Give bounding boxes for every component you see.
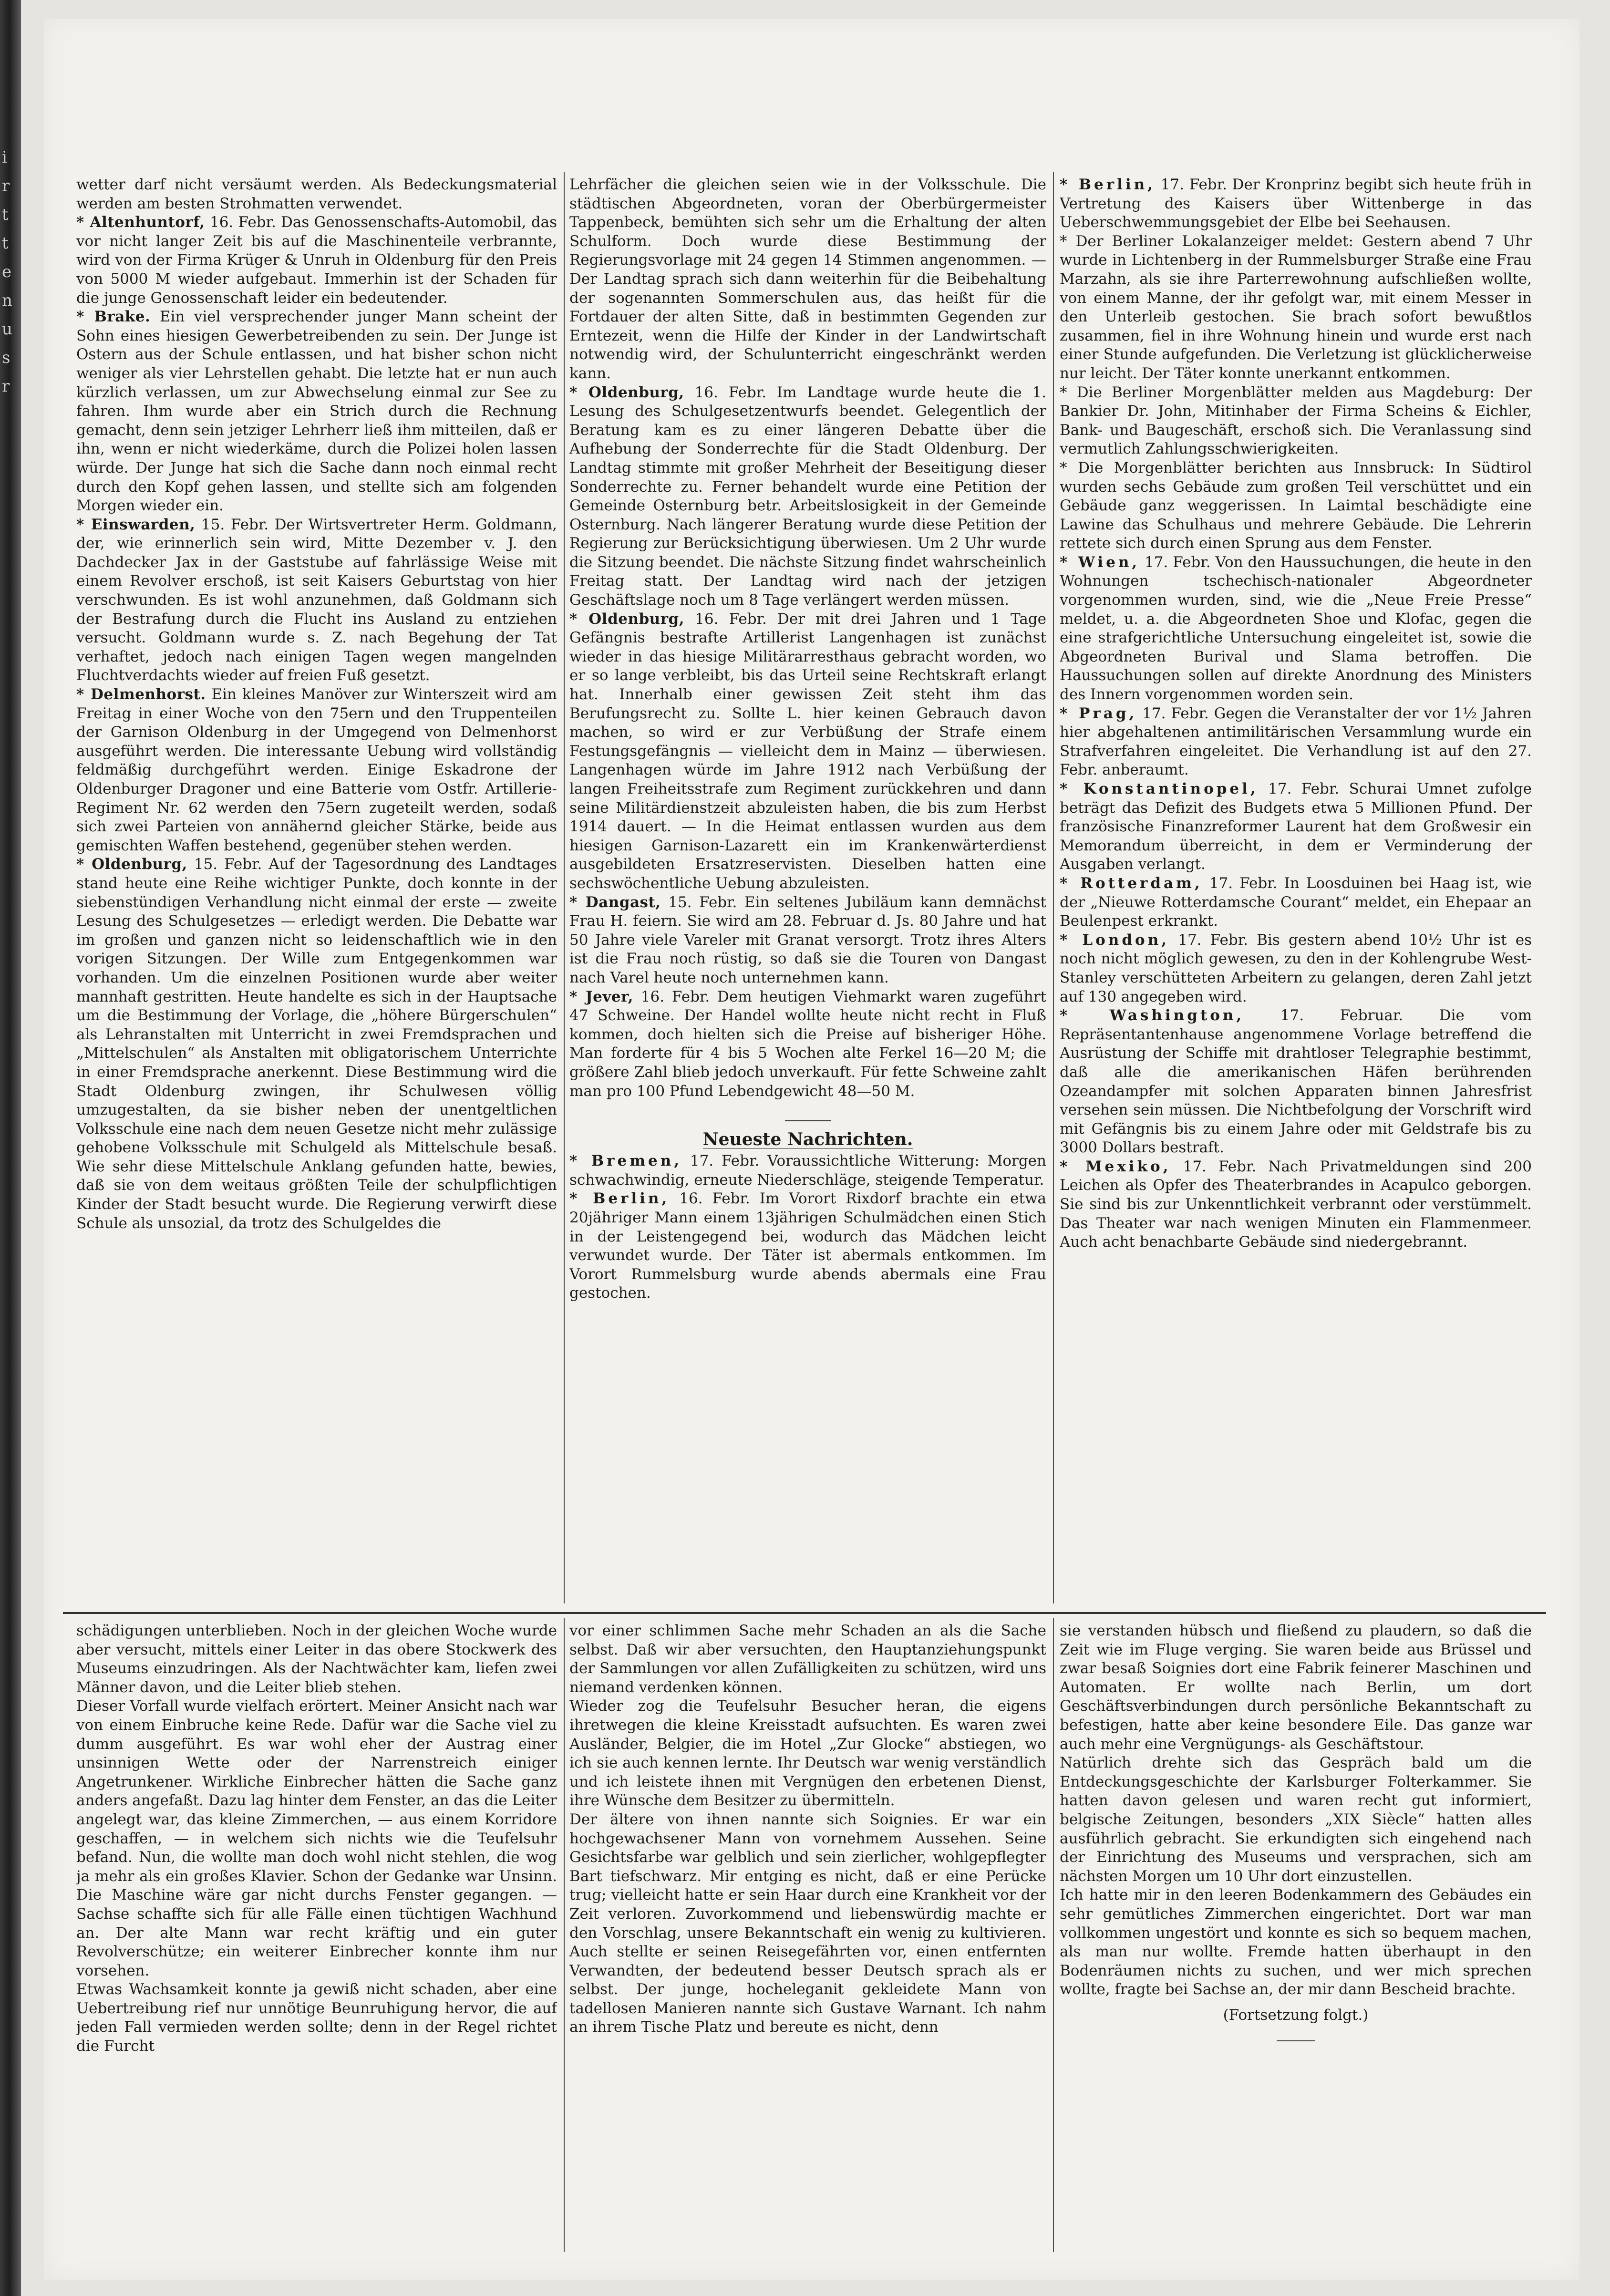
dateline: * Oldenburg,	[569, 610, 685, 628]
article-text: 16. Febr. Im Landtage wurde heute die 1. Lesung des Schulgesetzentwurfs beendet. Gelegentlich der Beratung kam es zu einer längeren Debatte über die Aufhebung der Sonderrechte für die Stadt Oldenburg. Der Landtag stimmte mit großer Mehrheit der Beseitigung dieser Sonderrechte zu. Ferner behandelt wurde eine Petition der Gemeinde Osternburg betr. Arbeitslosigkeit in der Gemeinde Osternburg. Nach längerer Beratung wurde diese Petition der Regierung zur Berücksichtigung überwiesen. Um 2 Uhr wurde die Sitzung beendet. Die nächste Sitzung findet wahrscheinlich Freitag statt. Der Landtag wird nach der jetzigen Geschäftslage noch um 8 Tage verlängert werden müssen.	[569, 383, 1046, 609]
column-rule	[564, 1618, 565, 2252]
news-column-3	[1060, 176, 1532, 1607]
article-paragraph	[76, 176, 557, 213]
article-paragraph	[1060, 1754, 1532, 1886]
section-separator	[569, 1107, 1046, 1127]
article-paragraph	[569, 1152, 1046, 1189]
newspaper-page	[44, 19, 1579, 2280]
article-paragraph	[1060, 1886, 1532, 1999]
article-text: * Der Berliner Lokalanzeiger meldet: Gestern abend 7 Uhr wurde in Lichtenberg in der Rummelsburger Straße eine Frau Marzahn, als sie ihre Parterrewohnung aufschließen wollte, von einem Manne, der ihr gefolgt war, mit einem Messer in den Unterleib gestochen. Sie brach sofort bewußtlos zusammen, fiel in ihre Wohnung hinein und wurde erst nach einer Stunde aufgefunden. Die Verletzung ist glücklicherweise nur leicht. Der Täter konnte unerkannt entkommen.	[1060, 232, 1532, 382]
news-column-2	[569, 176, 1046, 1607]
article-paragraph	[1060, 1622, 1532, 1754]
article-paragraph	[76, 1980, 557, 2056]
dateline: * Oldenburg,	[569, 383, 684, 401]
dateline: * Jever,	[569, 988, 633, 1005]
article-text: 17. Febr. Schurai Umnet zufolge beträgt das Defizit des Budgets etwa 5 Millionen Pfund. Der französische Finanzreformer Laurent hat dem Großwesir ein Memorandum überreicht, in dem er Verminderung der Ausgaben verlangt.	[1060, 780, 1532, 873]
article-paragraph	[1060, 176, 1532, 232]
article-text: Der ältere von ihnen nannte sich Soignies. Er war ein hochgewachsener Mann von vornehmem Aussehen. Seine Gesichtsfarbe war gelblich und sein zierlicher, wohlgepflegter Bart tiefschwarz. Mir entging es nicht, daß er eine Perücke trug; vielleicht hatte er sein Haar durch eine Krankheit vor der Zeit verloren. Zuvorkommend und liebenswürdig machte er den Vorschlag, unsere Bekanntschaft ein wenig zu kultivieren. Auch stellte er seinen Reisegefährten vor, einen entfernten Verwandten, der bedeutend besser Deutsch sprach als er selbst. Der junge, hocheleganit gekleidete Mann von tadellosen Manieren nannte sich Gustave Warnant. Ich nahm an ihrem Tische Platz und bereute es nicht, denn	[569, 1810, 1046, 2036]
article-text: 17. Febr. Von den Haussuchungen, die heute in den Wohnungen tschechisch-nationaler Abgeordneter vorgenommen wurden, sind, wie die „Neue Freie Presse“ meldet, u. a. die Abgeordneten Shoe und Klofac, gegen die eine strafgerichtliche Untersuchung eingeleitet ist, sowie die Abgeordneten Burival und Slama betroffen. Die Haussuchungen sollen auf direkte Anordnung des Ministers des Innern vorgenommen worden sein.	[1060, 553, 1532, 703]
article-paragraph	[569, 988, 1046, 1101]
article-text: 15. Febr. Der Wirtsvertreter Herm. Goldmann, der, wie erinnerlich sein wird, Mitte Dezember v. J. den Dachdecker Jax in der Gaststube auf fahrlässige Weise mit einem Revolver erschoß, ist seit Kaisers Geburtstag von hier verschwunden. Es ist wohl anzunehmen, daß Goldmann sich der Bestrafung durch die Flucht ins Ausland zu entziehen versucht. Goldmann wurde s. Z. nach Begehung der Tat verhaftet, jedoch nach einigen Tagen wegen mangelnden Fluchtverdachts wieder auf freien Fuß gesetzt.	[76, 516, 557, 684]
section-heading: Neueste Nachrichten.	[702, 1129, 913, 1149]
dateline: * Delmenhorst.	[76, 686, 206, 703]
article-text: 16. Febr. Der mit drei Jahren und 1 Tage Gefängnis bestrafte Artillerist Langenhagen ist zunächst wieder in das hiesige Militärarresthaus gebracht worden, wo er so lange verbleibt, bis das Urteil seine Rechtskraft erlangt hat. Innerhalb einer gewissen Zeit steht ihm das Berufungsrecht zu. Sollte L. hier keinen Gebrauch davon machen, so wird er zur Verbüßung der Strafe einem Festungsgefängnis — vielleicht dem in Mainz — überwiesen. Langenhagen würde im Jahre 1912 nach Verbüßung der langen Freiheitsstrafe zum Regiment zurückkehren und dann seine Militärdienstzeit abzuleisten haben, die bis zum Herbst 1914 dauert. — In die Heimat entlassen wurden aus dem hiesigen Garnison-Lazarett ein im Krankenwärterdienst ausgebildeten Ersatzreservisten. Dieselben hatten eine sechswöchentliche Uebung abzuleisten.	[569, 610, 1046, 892]
dateline: * Rotterdam,	[1060, 874, 1203, 892]
article-paragraph	[76, 855, 557, 1233]
article-paragraph	[1060, 232, 1532, 383]
article-paragraph	[1060, 704, 1532, 780]
column-rule	[1053, 172, 1054, 1603]
article-paragraph	[569, 1622, 1046, 1697]
article-paragraph	[569, 1697, 1046, 1810]
article-paragraph	[76, 516, 557, 685]
continued-note: (Fortsetzung folgt.)	[1223, 2006, 1369, 2024]
article-paragraph	[1060, 874, 1532, 931]
article-paragraph	[1060, 780, 1532, 874]
feuilleton-column-1	[76, 1622, 557, 2251]
article-text: Ein kleines Manöver zur Winterszeit wird am Freitag in einer Woche von den 75ern und den Truppenteilen der Garnison Oldenburg in der Umgegend von Delmenhorst ausgeführt werden. Die interessante Uebung wird vollständig feldmäßig durchgeführt werden. Einige Eskadrone der Oldenburger Dragoner und eine Batterie vom Ostfr. Artillerie-Regiment Nr. 62 werden den 75ern zugeteilt werden, sodaß sich zwei Parteien von annähernd gleicher Stärke, beide aus gemischten Waffen bestehend, gegenüber stehen werden.	[76, 686, 557, 854]
dateline: * Berlin,	[569, 1190, 670, 1208]
dateline: * Altenhuntorf,	[76, 214, 205, 231]
article-paragraph	[76, 685, 557, 855]
article-text: 17. Febr. Der Kronprinz begibt sich heute früh in Vertretung des Kaisers über Wittenberge in das Ueberschwemmungsgebiet der Elbe bei Seehausen.	[1060, 176, 1532, 231]
article-paragraph	[569, 1810, 1046, 2037]
article-paragraph	[569, 610, 1046, 893]
article-paragraph	[1060, 1158, 1532, 1252]
article-text: 15. Febr. Auf der Tagesordnung des Landtages stand heute eine Reihe wichtiger Punkte, doch konnte in der siebenstündigen Verhandlung nicht einmal der erste — zweite Lesung des Schulgesetzes — erledigt werden. Die Debatte war im großen und ganzen nicht so leidenschaftlich wie in den vorigen Sitzungen. Der Wille zum Entgegenkommen war vorhanden. Um die einzelnen Positionen wurde aber weiter mannhaft gestritten. Heute handelte es sich in der Hauptsache um die Bestimmung der Vorlage, die „höhere Bürgerschulen“ als Lehranstalten mit Unterricht in zwei Fremdsprachen und „Mittelschulen“ als Anstalten mit obligatorischem Unterrichte in einer Fremdsprache anerkennt. Diese Bestimmung wird die Stadt Oldenburg zwingen, ihr Schulwesen völlig umzugestalten, da sie bisher neben der unentgeltlichen Volksschule eine nach dem neuen Gesetze nicht mehr zulässige gehobene Volksschule mit Schulgeld als Mittelschule besaß. Wie sehr diese Mittelschule Anklang gefunden hatte, bewies, daß sie von dem weitaus größten Teile der schulpflichtigen Kinder der Stadt besucht wurde. Die Regierung verwirft diese Schule als unsozial, da trotz des Schulgeldes die	[76, 856, 557, 1232]
news-column-1	[76, 176, 557, 1607]
article-text: 17. Februar. Die vom Repräsentantenhause angenommene Vorlage betreffend die Ausrüstung der Schiffe mit drahtloser Telegraphie bestimmt, daß alle die amerikanischen Häfen berührenden Ozeandampfer mit solchen Apparaten binnen Jahresfrist versehen sein müssen. Die Nichtbefolgung der Vorschrift wird mit Gefängnis bis zu einem Jahre oder mit Geldstrafe bis zu 3000 Dollars bestraft.	[1060, 1007, 1532, 1157]
article-paragraph	[569, 176, 1046, 383]
article-paragraph	[76, 308, 557, 516]
feuilleton-column-3	[1060, 1622, 1532, 2251]
dateline: * Dangast,	[569, 893, 661, 911]
article-text: 17. Febr. Bis gestern abend 10½ Uhr ist es noch nicht möglich gewesen, zu den in der Kohlengrube West-Stanley verschütteten Arbeitern zu gelangen, deren Zahl jetzt auf 130 angegeben wird.	[1060, 931, 1532, 1005]
article-text: * Die Berliner Morgenblätter melden aus Magdeburg: Der Bankier Dr. John, Mitinhaber der Firma Scheins & Eichler, Bank- und Baugeschäft, erschoß sich. Die Veranlassung sind vermutlich Zahlungsschwierigkeiten.	[1060, 383, 1532, 458]
dateline: * Brake.	[76, 308, 151, 326]
article-paragraph	[569, 383, 1046, 610]
article-paragraph	[569, 893, 1046, 988]
article-text: Lehrfächer die gleichen seien wie in der Volksschule. Die städtischen Abgeordneten, voran der Oberbürgermeister Tappenbeck, bemühten sich sehr um die Erhaltung der alten Schulform. Doch wurde diese Bestimmung der Regierungsvorlage mit 24 gegen 14 Stimmen angenommen. — Der Landtag sprach sich dann weiterhin für die Beibehaltung der sogenannten Sommerschulen aus, das heißt für die Fortdauer der alten Sitte, daß in bestimmten Gegenden zur Erntezeit, wenn die Hilfe der Kinder in der Landwirtschaft notwendig wird, der Schulunterricht eingeschränkt werden kann.	[569, 176, 1046, 382]
article-paragraph	[76, 1622, 557, 1697]
article-text: 17. Febr. In Loosduinen bei Haag ist, wie der „Nieuwe Rotterdamsche Courant“ meldet, ein Ehepaar an Beulenpest erkrankt.	[1060, 874, 1532, 930]
article-paragraph	[1060, 459, 1532, 553]
article-text: 16. Febr. Im Vorort Rixdorf brachte ein etwa 20jähriger Mann einem 13jährigen Schulmädchen einen Stich in der Leistengegend bei, wodurch das Mädchen leicht verwundet wurde. Der Täter ist abermals entkommen. Im Vorort Rummelsburg wurde abends abermals eine Frau gestochen.	[569, 1190, 1046, 1302]
article-text: Ich hatte mir in den leeren Bodenkammern des Gebäudes ein sehr gemütliches Zimmerchen eingerichtet. Dort war man vollkommen ungestört und konnte es sich so bequem machen, als man nur wollte. Fremde hatten überhaupt in den Bodenräumen nichts zu suchen, und wer mich sprechen wollte, fragte bei Sachse an, der mir dann Bescheid brachte.	[1060, 1886, 1532, 1998]
article-text: vor einer schlimmen Sache mehr Schaden an als die Sache selbst. Daß wir aber versuchten, den Hauptanziehungspunkt der Sammlungen vor allen Zufälligkeiten zu schützen, wird uns niemand verdenken können.	[569, 1622, 1046, 1696]
article-text: 16. Febr. Das Genossenschafts-Automobil, das vor nicht langer Zeit bis auf die Maschinenteile verbrannte, wird von der Firma Krüger & Unruh in Oldenburg für den Preis von 5000 M wieder aufgebaut. Immerhin ist der Schaden für die junge Genossenschaft leider ein bedeutender.	[76, 214, 557, 307]
dateline: * Prag,	[1060, 704, 1137, 722]
feuilleton-column-2	[569, 1622, 1046, 2251]
article-text: Wieder zog die Teufelsuhr Besucher heran, die eigens ihretwegen die kleine Kreisstadt aufsuchten. Es waren zwei Ausländer, Belgier, die im Hotel „Zur Glocke“ abstiegen, wo ich sie auch kennen lernte. Ihr Deutsch war wenig verständlich und ich leistete ihnen mit Vergnügen den erbetenen Dienst, ihre Wünsche dem Besitzer zu übermitteln.	[569, 1697, 1046, 1810]
column-rule	[564, 172, 565, 1603]
dateline: * Einswarden,	[76, 516, 196, 533]
dateline: * Bremen,	[569, 1152, 682, 1170]
article-text: Natürlich drehte sich das Gespräch bald um die Entdeckungsgeschichte der Karlsburger Folterkammer. Sie hatten davon gelesen und waren recht gut informiert, belgische Zeitungen, besonders „XIX Siècle“ hatten alles ausführlich gebracht. Sie erkundigten sich eingehend nach der Einrichtung des Museums und versprachen, sich am nächsten Morgen um 10 Uhr dort einzustellen.	[1060, 1754, 1532, 1885]
article-text: 17. Febr. Voraussichtliche Witterung: Morgen schwachwindig, erneute Niederschläge, steigende Temperatur.	[569, 1152, 1046, 1189]
end-rule	[1060, 2027, 1532, 2047]
article-text: 17. Febr. Gegen die Veranstalter der vor 1½ Jahren hier abgehaltenen antimilitärischen Versammlung wurde ein Strafverfahren eingeleitet. Die Verhandlung ist auf den 27. Febr. anberaumt.	[1060, 704, 1532, 779]
column-rule	[1053, 1618, 1054, 2252]
dateline: * London,	[1060, 931, 1170, 949]
dateline: * Washington,	[1060, 1007, 1245, 1024]
article-text: 17. Febr. Nach Privatmeldungen sind 200 Leichen als Opfer des Theaterbrandes in Acapulco geborgen. Sie sind bis zur Unkenntlichkeit verbrannt oder verstümmelt. Das Theater war nach wenigen Minuten ein Flammenmeer. Auch acht benachbarte Gebäude sind niedergebrannt.	[1060, 1158, 1532, 1251]
article-text: 15. Febr. Ein seltenes Jubiläum kann demnächst Frau H. feiern. Sie wird am 28. Februar d. Js. 80 Jahre und hat 50 Jahre viele Vareler mit Granat versorgt. Trotz ihres Alters ist die Frau noch rüstig, so daß sie die Touren von Dangast nach Varel heute noch unternehmen kann.	[569, 893, 1046, 986]
article-paragraph	[569, 1189, 1046, 1303]
article-paragraph	[1060, 1006, 1532, 1158]
dateline: * Oldenburg,	[76, 856, 187, 873]
dateline: * Mexiko,	[1060, 1158, 1171, 1175]
article-text: Ein viel versprechender junger Mann scheint der Sohn eines hiesigen Gewerbetreibenden zu sein. Der Junge ist Ostern aus der Schule entlassen, und hat bisher schon nicht weniger als vier Lehrstellen gehabt. Die letzte hat er nun auch kürzlich verlassen, um zur Abwechselung einmal zur See zu fahren. Ihm wurde aber ein Strich durch die Rechnung gemacht, denn sein jetziger Lehrherr ließ ihm mitteilen, daß er ihn, wenn er nicht wiederkäme, durch die Polizei holen lassen würde. Der Junge hat sich die Sache dann noch einmal recht durch den Kopf gehen lassen, und stellte sich am folgenden Morgen wieder ein.	[76, 308, 557, 515]
article-paragraph	[1060, 931, 1532, 1006]
article-text: 16. Febr. Dem heutigen Viehmarkt waren zugeführt 47 Schweine. Der Handel wollte heute nicht recht in Fluß kommen, doch hielten sich die Preise auf bisheriger Höhe. Man forderte für 4 bis 5 Wochen alte Ferkel 16—20 M; die größere Zahl blieb jedoch unverkauft. Für fette Schweine zahlt man pro 100 Pfund Lebendgewicht 48—50 M.	[569, 988, 1046, 1100]
article-paragraph	[76, 213, 557, 308]
dateline: * Wien,	[1060, 553, 1140, 571]
article-paragraph	[1060, 553, 1532, 704]
margin-marks: i r t t e n u s r	[2, 148, 12, 396]
feuilleton-divider	[63, 1612, 1546, 1614]
dateline: * Berlin,	[1060, 176, 1156, 193]
article-paragraph	[1060, 383, 1532, 459]
article-text: wetter darf nicht versäumt werden. Als Bedeckungsmaterial werden am besten Strohmatten verwendet.	[76, 176, 557, 212]
article-text: schädigungen unterblieben. Noch in der gleichen Woche wurde aber versucht, mittels einer Leiter in das obere Stockwerk des Museums einzudringen. Als der Nachtwächter kam, liefen zwei Männer davon, und die Leiter blieb stehen.	[76, 1622, 557, 1696]
article-text: * Die Morgenblätter berichten aus Innsbruck: In Südtirol wurden sechs Gebäude zum großen Teil verschüttet und ein Gebäude ganz weggerissen. In Laimtal beschädigte eine Lawine das Schulhaus und mehrere Gebäude. Die Lehrerin rettete sich durch einen Sprung aus dem Fenster.	[1060, 459, 1532, 552]
dateline: * Konstantinopel,	[1060, 780, 1259, 797]
article-text: sie verstanden hübsch und fließend zu plaudern, so daß die Zeit wie im Fluge verging. Sie waren beide aus Brüssel und zwar besaß Soignies dort eine Fabrik feinerer Maschinen und Automaten. Er wollte nach Berlin, um dort Geschäftsverbindungen durch persönliche Bekanntschaft zu befestigen, hatte aber keine besondere Eile. Das ganze war auch mehr eine Vergnügungs- als Geschäftstour.	[1060, 1622, 1532, 1753]
article-paragraph	[76, 1697, 557, 1980]
article-text: Dieser Vorfall wurde vielfach erörtert. Meiner Ansicht nach war von einem Einbruche keine Rede. Dafür war die Sache viel zu dumm ausgeführt. Es war wohl eher der Austrag einer unsinnigen Wette oder der Narrenstreich einiger Angetrunkener. Wirkliche Einbrecher hätten die Sache ganz anders angefaßt. Dazu lag hinter dem Fenster, an das die Leiter angelegt war, das kleine Zimmerchen, — aus einem Korridore geschaffen, — in welchem sich nichts wie die Teufelsuhr befand. Nun, die wollte man doch wohl nicht stehlen, die wog ja mehr als ein großes Klavier. Schon der Gedanke war Unsinn. Die Maschine wäre gar nicht durchs Fenster gegangen. — Sachse schaffte sich für alle Fälle einen tüchtigen Wachhund an. Der alte Mann war recht kräftig und ein guter Revolverschütze; ein weiterer Einbrecher konnte ihm nur vorsehen.	[76, 1697, 557, 1979]
article-text: Etwas Wachsamkeit konnte ja gewiß nicht schaden, aber eine Uebertreibung rief nur unnötige Beunruhigung hervor, die auf jeden Fall vermieden werden sollte; denn in der Regel richtet die Furcht	[76, 1981, 557, 2055]
